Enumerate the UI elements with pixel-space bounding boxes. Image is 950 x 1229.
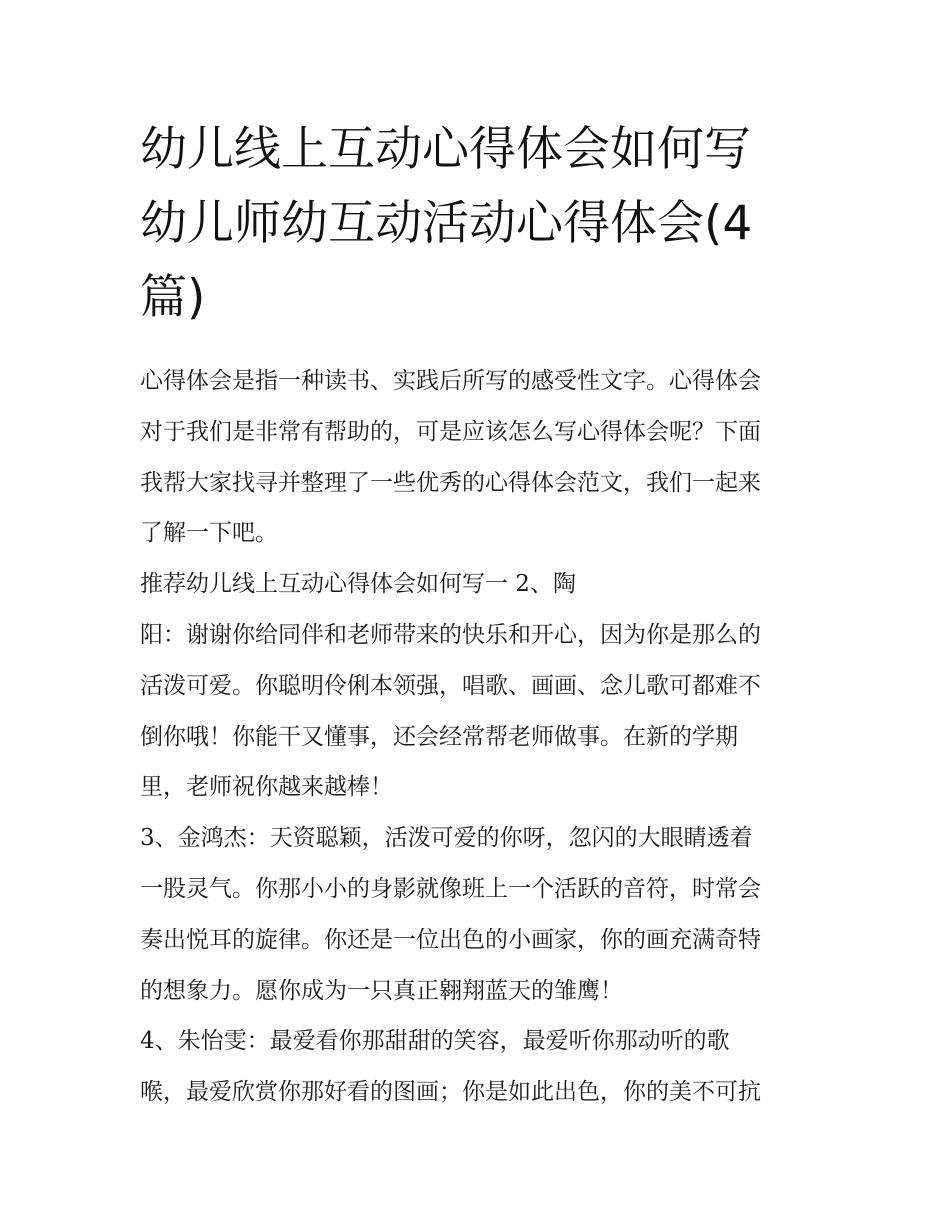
body-line: 喉，最爱欣赏你那好看的图画；你是如此出色，你的美不可抗 <box>140 1079 761 1106</box>
body-line: 推荐幼儿线上互动心得体会如何写一 2、陶 <box>140 571 576 598</box>
body-line: 3、金鸿杰：天资聪颖，活泼可爱的你呀，忽闪的大眼睛透着 <box>140 825 753 852</box>
title-line-2: 幼儿师幼互动活动心得体会(4 <box>140 196 753 251</box>
body-line: 了解一下吧。 <box>140 520 278 547</box>
body-line: 活泼可爱。你聪明伶俐本领强，唱歌、画画、念儿歌可都难不 <box>140 672 761 699</box>
title-line-3: 篇) <box>140 270 206 325</box>
body-line: 对于我们是非常有帮助的，可是应该怎么写心得体会呢？下面 <box>140 418 761 445</box>
title-line-1: 幼儿线上互动心得体会如何写 <box>140 122 751 177</box>
body-line: 4、朱怡雯：最爱看你那甜甜的笑容，最爱听你那动听的歌 <box>140 1028 730 1055</box>
body-line: 一股灵气。你那小小的身影就像班上一个活跃的音符，时常会 <box>140 875 761 902</box>
body-line: 阳：谢谢你给同伴和老师带来的快乐和开心，因为你是那么的 <box>140 621 761 648</box>
body-line: 我帮大家找寻并整理了一些优秀的心得体会范文，我们一起来 <box>140 469 761 496</box>
body-line: 的想象力。愿你成为一只真正翱翔蓝天的雏鹰！ <box>140 977 623 1004</box>
body-line: 倒你哦！你能干又懂事，还会经常帮老师做事。在新的学期 <box>140 723 738 750</box>
body-line: 里，老师祝你越来越棒！ <box>140 774 393 801</box>
document-body <box>140 356 820 1118</box>
body-line: 奏出悦耳的旋律。你还是一位出色的小画家，你的画充满奇特 <box>140 926 761 953</box>
body-line: 心得体会是指一种读书、实践后所写的感受性文字。心得体会 <box>140 368 761 394</box>
document-title <box>140 113 820 335</box>
